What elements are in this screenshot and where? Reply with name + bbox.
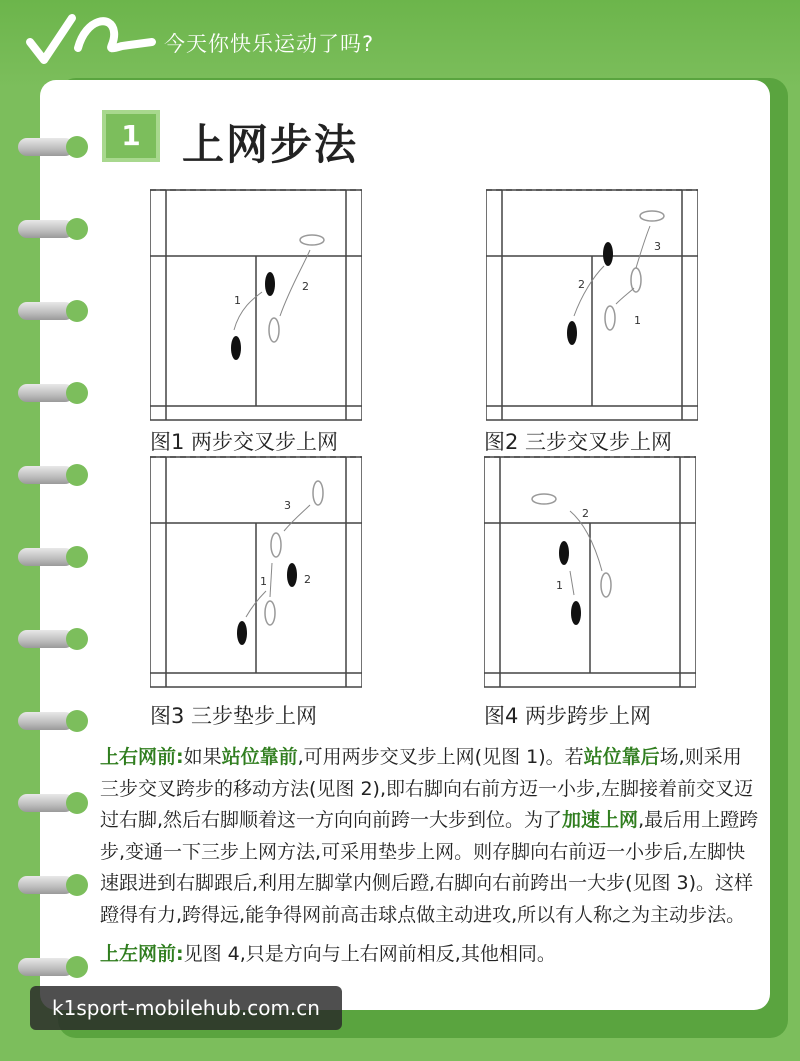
text-segment: ,最后用上蹬跨步,变通一下三步上网方法,可采用垫步上网。则存脚向右前迈一小步后,左脚快速跟进到右脚跟后,利用左脚掌内侧后蹬,右脚向右前跨出一大步(见图 3)。这样蹬得有力,跨得远,能争得网前高击球点做主动进攻,所以有人称之为主动步法。 [100,809,759,926]
header-slogan: 今天你快乐运动了吗? [164,32,375,56]
spiral-ring [18,628,84,650]
step-label: 1 [234,294,241,307]
spiral-ring [18,546,84,568]
step-label: 3 [654,240,661,253]
step-label: 1 [634,314,641,327]
spiral-ring [18,792,84,814]
figure-caption-3: 图3 三步垫步上网 [150,704,318,728]
text-segment: 场,则采用三步交叉跨步的移动方法(见图 2),即右脚向右前方迈一小步,左脚接着前交叉迈过右脚,然后右脚顺着这一方向向前跨一大步到位。为了 [100,746,754,831]
paragraph-right-net [100,742,760,931]
figure-caption-2: 图2 三步交叉步上网 [484,430,673,454]
watermark-url: k1sport-mobilehub.com.cn [30,986,342,1030]
figure-caption-1: 图1 两步交叉步上网 [150,430,339,454]
figure-caption-4: 图4 两步跨步上网 [484,704,652,728]
step-label: 2 [582,507,589,520]
spiral-ring [18,874,84,896]
spiral-ring [18,382,84,404]
step-label: 1 [260,575,267,588]
header-bar [0,0,800,88]
text-segment: 见图 4,只是方向与上右网前相反,其他相同。 [183,943,556,965]
court-diagram-4 [484,455,696,690]
spiral-ring [18,464,84,486]
keyword: 上左网前: [100,943,184,965]
court-diagram-3 [150,455,362,690]
spiral-ring [18,956,84,978]
spiral-ring [18,710,84,732]
text-segment: 如果 [183,746,222,768]
keyword: 站位靠前 [221,746,298,768]
step-label: 2 [578,278,585,291]
spiral-ring [18,218,84,240]
step-label: 2 [304,573,311,586]
keyword: 加速上网 [562,809,639,831]
text-segment: ,可用两步交叉步上网(见图 1)。若 [297,746,584,768]
keyword: 上右网前: [100,746,184,768]
keyword: 站位靠后 [583,746,660,768]
spiral-ring [18,136,84,158]
spiral-ring [18,300,84,322]
paragraph-left-net [100,939,760,971]
section-title: 上网步法 [182,120,359,169]
section-number-badge: 1 [102,110,160,162]
step-label: 2 [302,280,309,293]
court-diagram-2 [486,188,698,423]
brand-logo-icon [22,8,162,68]
court-diagram-1 [150,188,362,423]
step-label: 3 [284,499,291,512]
step-label: 1 [556,579,563,592]
body-text [100,742,760,979]
